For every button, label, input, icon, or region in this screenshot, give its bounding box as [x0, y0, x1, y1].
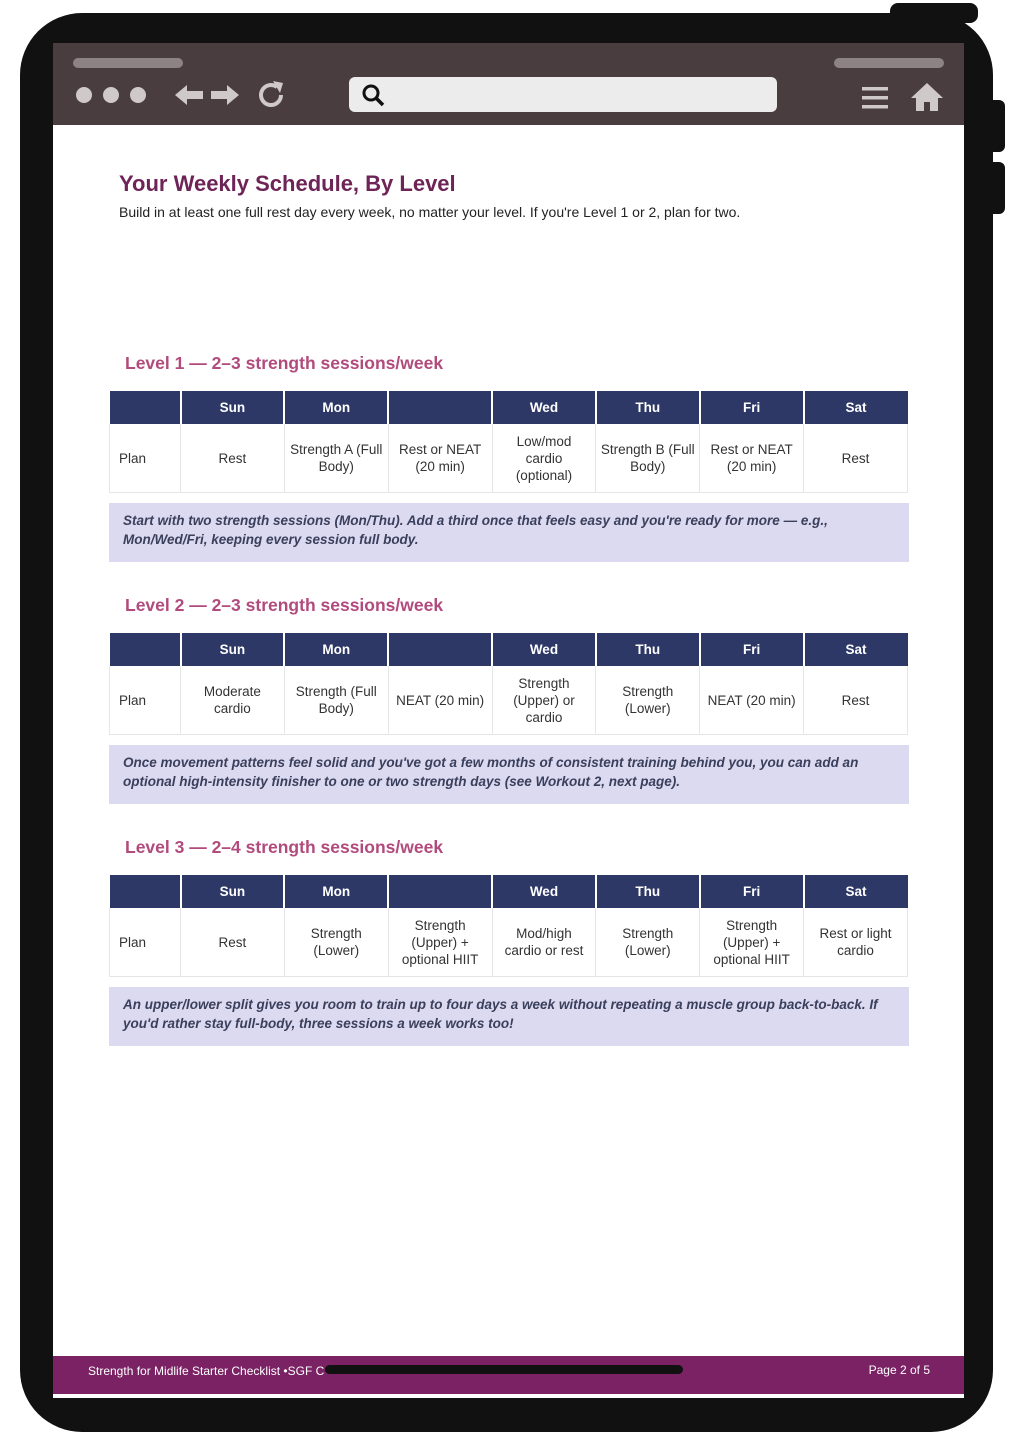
page-subtitle: Build in at least one full rest day every week, no matter your level. If you're Level 1 or 2, plan for two. — [119, 204, 741, 220]
table-row — [110, 908, 908, 977]
dot-icon — [76, 87, 92, 103]
table-cell: Strength (Full Body) — [284, 666, 388, 735]
table-cell: Strength B (Full Body) — [596, 424, 700, 493]
table-header-cell — [110, 633, 181, 666]
table-cell: NEAT (20 min) — [700, 666, 804, 735]
search-bar[interactable] — [349, 77, 777, 112]
table-cell: Strength (Upper) or cardio — [492, 666, 596, 735]
row-label: Plan — [110, 908, 181, 977]
table-header-cell — [110, 875, 181, 908]
table-cell: Rest or NEAT (20 min) — [388, 424, 492, 493]
table-cell: Rest — [181, 908, 285, 977]
table-header-cell: Mon — [284, 391, 388, 424]
back-arrow-icon[interactable] — [175, 83, 205, 107]
level-note: Start with two strength sessions (Mon/Thu). Add a third once that feels easy and you're ready for more — e.g., Mon/Wed/Fri, keeping every session full body. — [109, 503, 909, 562]
table-cell: Rest or NEAT (20 min) — [700, 424, 804, 493]
row-label: Plan — [110, 424, 181, 493]
dot-icon — [103, 87, 119, 103]
level-3-section — [109, 835, 909, 1046]
level-heading: Level 2 — 2–3 strength sessions/week — [125, 595, 444, 615]
footer-document-title: Strength for Midlife Starter Checklist •SGF C — [88, 1364, 325, 1378]
table-header-row — [110, 875, 908, 908]
row-label: Plan — [110, 666, 181, 735]
table-header-cell: Wed — [492, 875, 596, 908]
table-cell: Moderate cardio — [181, 666, 285, 735]
footer-page-number: Page 2 of 5 — [868, 1363, 930, 1377]
table-header-cell — [110, 391, 181, 424]
level-2-section — [109, 593, 909, 804]
table-cell: Low/mod cardio (optional) — [492, 424, 596, 493]
table-cell: Strength (Lower) — [596, 908, 700, 977]
table-header-cell: Mon — [284, 633, 388, 666]
table-header-cell: Sat — [804, 391, 908, 424]
level-1-section — [109, 351, 909, 562]
table-header-cell: Sat — [804, 875, 908, 908]
table-header-cell — [388, 391, 492, 424]
table-cell: NEAT (20 min) — [388, 666, 492, 735]
browser-toolbar — [53, 43, 964, 125]
table-cell: Strength (Upper) + optional HIIT — [700, 908, 804, 977]
schedule-table — [109, 633, 908, 735]
page-title: Your Weekly Schedule, By Level — [119, 171, 456, 196]
search-icon — [361, 83, 385, 107]
page-footer — [53, 1356, 964, 1394]
table-row — [110, 666, 908, 735]
table-header-cell — [388, 633, 492, 666]
table-header-cell: Wed — [492, 633, 596, 666]
table-header-cell — [388, 875, 492, 908]
level-heading: Level 3 — 2–4 strength sessions/week — [125, 837, 444, 857]
table-header-cell: Sun — [181, 875, 285, 908]
reload-icon[interactable] — [255, 79, 287, 111]
table-header-row — [110, 633, 908, 666]
level-note: An upper/lower split gives you room to train up to four days a week without repeating a muscle group back-to-back. If you'd rather stay full-body, three sessions a week works too! — [109, 987, 909, 1046]
table-cell: Strength (Lower) — [596, 666, 700, 735]
table-cell: Rest or light cardio — [804, 908, 908, 977]
level-note: Once movement patterns feel solid and you've got a few months of consistent training behind you, you can add an optional high-intensity finisher to one or two strength days (see Workout 2, next page). — [109, 745, 909, 804]
table-header-cell: Thu — [596, 391, 700, 424]
table-cell: Strength (Lower) — [284, 908, 388, 977]
forward-arrow-icon[interactable] — [209, 83, 239, 107]
table-row — [110, 424, 908, 493]
schedule-table — [109, 391, 908, 493]
table-cell: Rest — [181, 424, 285, 493]
table-header-cell: Fri — [700, 633, 804, 666]
table-cell: Mod/high cardio or rest — [492, 908, 596, 977]
table-cell: Rest — [804, 424, 908, 493]
dot-icon — [130, 87, 146, 103]
table-header-cell: Mon — [284, 875, 388, 908]
table-header-cell: Sun — [181, 391, 285, 424]
table-header-row — [110, 391, 908, 424]
table-header-cell: Fri — [700, 875, 804, 908]
table-header-cell: Sat — [804, 633, 908, 666]
tablet-screen — [53, 43, 964, 1398]
schedule-table — [109, 875, 908, 977]
toolbar-decoration-left — [73, 58, 183, 68]
table-cell: Strength A (Full Body) — [284, 424, 388, 493]
table-cell: Rest — [804, 666, 908, 735]
table-cell: Strength (Upper) + optional HIIT — [388, 908, 492, 977]
toolbar-decoration-right — [834, 58, 944, 68]
table-header-cell: Thu — [596, 875, 700, 908]
menu-icon[interactable] — [862, 85, 888, 111]
table-header-cell: Wed — [492, 391, 596, 424]
screen-bottom-edge — [53, 1394, 964, 1398]
table-header-cell: Thu — [596, 633, 700, 666]
table-header-cell: Sun — [181, 633, 285, 666]
level-heading: Level 1 — 2–3 strength sessions/week — [125, 353, 444, 373]
home-indicator[interactable] — [325, 1365, 683, 1374]
table-header-cell: Fri — [700, 391, 804, 424]
home-icon[interactable] — [910, 82, 944, 112]
